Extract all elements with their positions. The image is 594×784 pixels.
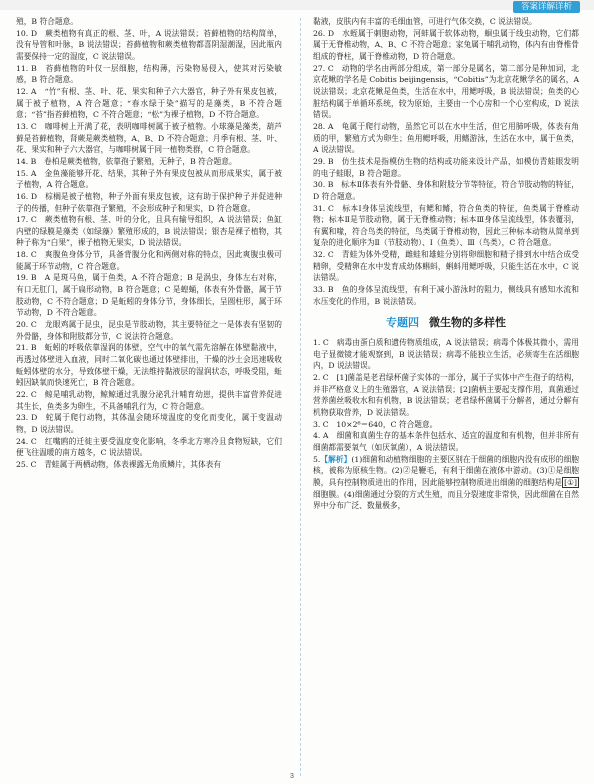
answer-item: 10. D 蕨类植物有真正的根、茎、叶，A 说法错误；苔藓植物的结构简单，没有导管和叶脉，B 说法错误；苔藓植物和蕨类植物都喜阴湿潮湿，因此瓶内需要保持一定的湿度，C 说法错误。 [16,28,282,61]
answer-item: 黏液，皮肤内有丰富的毛细血管，可进行气体交换，C 说法错误。 [313,17,537,26]
section-title: 微生物的多样性 [429,316,506,330]
analysis-text-continued: 细胞膜。(4)细菌通过分裂的方式生殖，而且分裂速度非常快，因此细菌在自然界中分布广泛、数量极多， [313,489,579,511]
section-tag: 专题四 [386,316,419,330]
answer-item: 29. B 仿生技术是指模仿生物的结构或功能来设计产品，如模仿青蛙眼发明的电子蛙眼，B 符合题意。 [313,156,579,178]
answer-item: 23. D 蛇属于爬行动物，其体温会随环境温度的变化而变化，属于变温动物，D 说法错误。 [16,413,282,434]
answer-item: 16. D 棕榈是被子植物，种子外面有果皮包被，这有助于保护种子并促进种子的传播，但种子依靠孢子繁殖，不会形成种子和果实，D 符合题意。 [16,191,282,213]
right-column [313,16,579,512]
answer-item: 17. C 蕨类植物有根、茎、叶的分化，且具有输导组织，A 说法错误；鱼缸内壁的绿膜是藻类（如绿藻）繁殖形成的，B 说法错误；银杏是裸子植物，其种子称为“白果”，裸子植物无果实，D 说法错误。 [16,215,282,248]
answer-box: [①] [564,477,577,487]
analysis-key: 【解析】 [320,454,352,464]
answer-item: 14. B 卷柏是蕨类植物，依靠孢子繁殖，无种子，B 符合题意。 [16,156,237,166]
answer-item: 18. C 爽腹鱼身体分节，具备背腹分化和两侧对称的特点，因此爽腹虫极可能属于环节动物，C 符合题意。 [16,250,282,271]
answer-item: 13. C 咖啡树上开满了花，表明咖啡树属于被子植物。小球藻是藻类，葫芦藓是苔藓植物，肾蕨是蕨类植物，A、B、D 不符合题意；月季有根、茎、叶、花、果实和种子六大器官，与咖啡树属于同一植物类群，C 符合题意。 [16,121,282,155]
analysis-number: 5. [313,454,321,464]
answer-item: 12. A “竹”有根、茎、叶、花、果实和种子六大器官，种子外有果皮包被，属于被子植物，A 符合题意；“春水绿于染”描写的是藻类，B 不符合题意；“苔”指苔藓植物，C 不符合题意；“松”为裸子植物，D 不符合题意。 [16,86,282,120]
answer-item: 30. B 标本Ⅱ体表有外骨骼、身体和附肢分节等特征，符合节肢动物的特征，D 符合题意。 [313,180,579,201]
answer-item: 4. A 细菌和真菌生存的基本条件包括水、适宜的温度和有机物，但并非所有细菌都需要氧气（如厌氧菌），A 说法错误。 [313,431,579,452]
header-label: 答案详解详析 [513,1,580,13]
answer-item: 27. C 动物的学名由两部分组成，第一部分是属名，第二部分是种加词，北京花鳅的学名是 Cobitis beijingensis，“Cobitis”为北京花鳅学名的属名，A 说法错误；北京花鳅是鱼类，生活在水中，用鳃呼吸，B 说法错误；鱼类的心脏结构属于单循环系统，较为原始，主要由一个心房和一个心室构成，D 说法错误。 [313,63,579,120]
section-heading [313,317,579,329]
answer-item: 15. A 金鱼藻能够开花、结果，其种子外有果皮包被从而形成果实，属于被子植物，A 符合题意。 [16,168,282,190]
answer-item: 31. C 标本Ⅰ身体呈流线型，有鳃和鳍，符合鱼类的特征，鱼类属于脊椎动物；标本Ⅱ是节肢动物，属于无脊椎动物；标本Ⅲ身体呈流线型，体表覆羽，有翼和喙，符合鸟类的特征，鸟类属于脊椎动物，因此三种标本动物从简单到复杂的进化顺序为Ⅱ（节肢动物）、Ⅰ（鱼类）、Ⅲ（鸟类），C 符合题意。 [313,203,579,248]
answer-item: 20. C 龙眼鸡属于昆虫，昆虫是节肢动物，其主要特征之一是体表有坚韧的外骨骼，身体和附肢都分节，C 说法符合题意。 [16,320,282,341]
answer-item: 3. C 10×2⁶＝640，C 符合题意。 [313,419,438,429]
answer-item: 11. B 苔藓植物的叶仅一层细胞，结构薄，污染物易侵入，使其对污染敏感，B 符合题意。 [16,63,282,85]
analysis-item [313,454,579,512]
answer-item: 26. D 水蛭属于刺胞动物，河蚌属于软体动物，蛔虫属于线虫动物，它们都属于无脊椎动物，A、B、C 不符合题意；家兔属于哺乳动物，体内有由脊椎骨组成的脊柱，属于脊椎动物，D 符合题意。 [313,28,579,61]
answer-item: 25. C 青蛙属于两栖动物，体表裸露无角质鳞片，其体表有 [16,459,222,469]
answer-item: 19. B A 是斑马鱼，属于鱼类，A 不符合题意；B 是涡虫，身体左右对称，有口无肛门，属于扁形动物，B 符合题意；C 是蝗蛹，体表有外骨骼，属于节肢动物，C 不符合题意；D 是蚯蚓的身体分节，身体细长，呈圆柱形，属于环节动物，D 不符合题意。 [16,273,282,318]
top-bar [0,0,594,10]
answer-item: 32. C 青蛙为体外受精，雌蛙和雄蛙分别将卵细胞和精子排到水中结合成受精卵，受精卵在水中发育成幼体蝌蚪，蝌蚪用鳃呼吸，只能生活在水中，C 说法错误。 [313,250,579,283]
analysis-text: (1)细菌和动植物细胞的主要区别在于细菌的细胞内没有成形的细胞核，被称为原核生物。(2)②是鞭毛，有利于细菌在液体中游动。(3)①是细胞膜，具有控制物质进出的作用，因此能够控制物质进出细菌的细胞结构是 [313,454,579,487]
page-number: 3 [290,773,294,780]
answer-item: 33. B 鱼的身体呈流线型，有利于减小游泳时的阻力，侧线具有感知水流和水压变化的作用，B 说法错误。 [313,285,579,306]
column-divider [300,18,301,776]
answer-item: 28. A 龟属于爬行动物，虽然它可以在水中生活，但它用肺呼吸，体表有角质的甲，繁殖方式为卵生；鱼用鳃呼吸，用鳍游泳，生活在水中，属于鱼类，A 说法错误。 [313,121,579,155]
answer-item: 殖，B 符合题意。 [16,17,78,26]
answer-item: 2. C [1]菌盖是老君绿杯菌子实体的一部分，属于子实体中产生孢子的结构，并非严格意义上的生殖器官，A 说法错误；[2]菌柄主要起支撑作用，真菌通过营养菌丝吸收水和有机物，B 说法错误；老君绿杯菌属于分解者，通过分解有机物获取营养，D 说法错误。 [313,373,579,417]
answer-item: 22. C 鲸是哺乳动物，鲸鲸通过乳腺分泌乳汁哺育幼崽，提供丰富营养促进其生长，鱼类多为卵生，不具备哺乳行为，C 符合题意。 [16,390,282,411]
answer-item: 21. B 蚯蚓的呼吸依靠湿润的体壁，空气中的氧气需先溶解在体壁黏液中，再透过体壁进入血液，同时二氧化碳也通过体壁排出，干燥的沙土会迅速吸收蚯蚓体壁的水分，导致体壁干燥，无法维持黏液层的湿润状态，呼吸受阻，蚯蚓因缺氧而快速死亡，B 符合题意。 [16,343,282,388]
left-column [16,16,282,471]
answer-item: 24. C 红嘴鸥的迁徙主要受温度变化影响，冬季北方寒冷且食物短缺，它们便飞往温暖的南方越冬，C 说法错误。 [16,436,282,458]
answer-item: 1. C 病毒由蛋白质和遗传物质组成，A 说法错误；病毒个体极其微小，需用电子显微镜才能观察到，B 说法错误；病毒不能独立生活，必须寄生在活细胞内，D 说法错误。 [313,338,579,371]
